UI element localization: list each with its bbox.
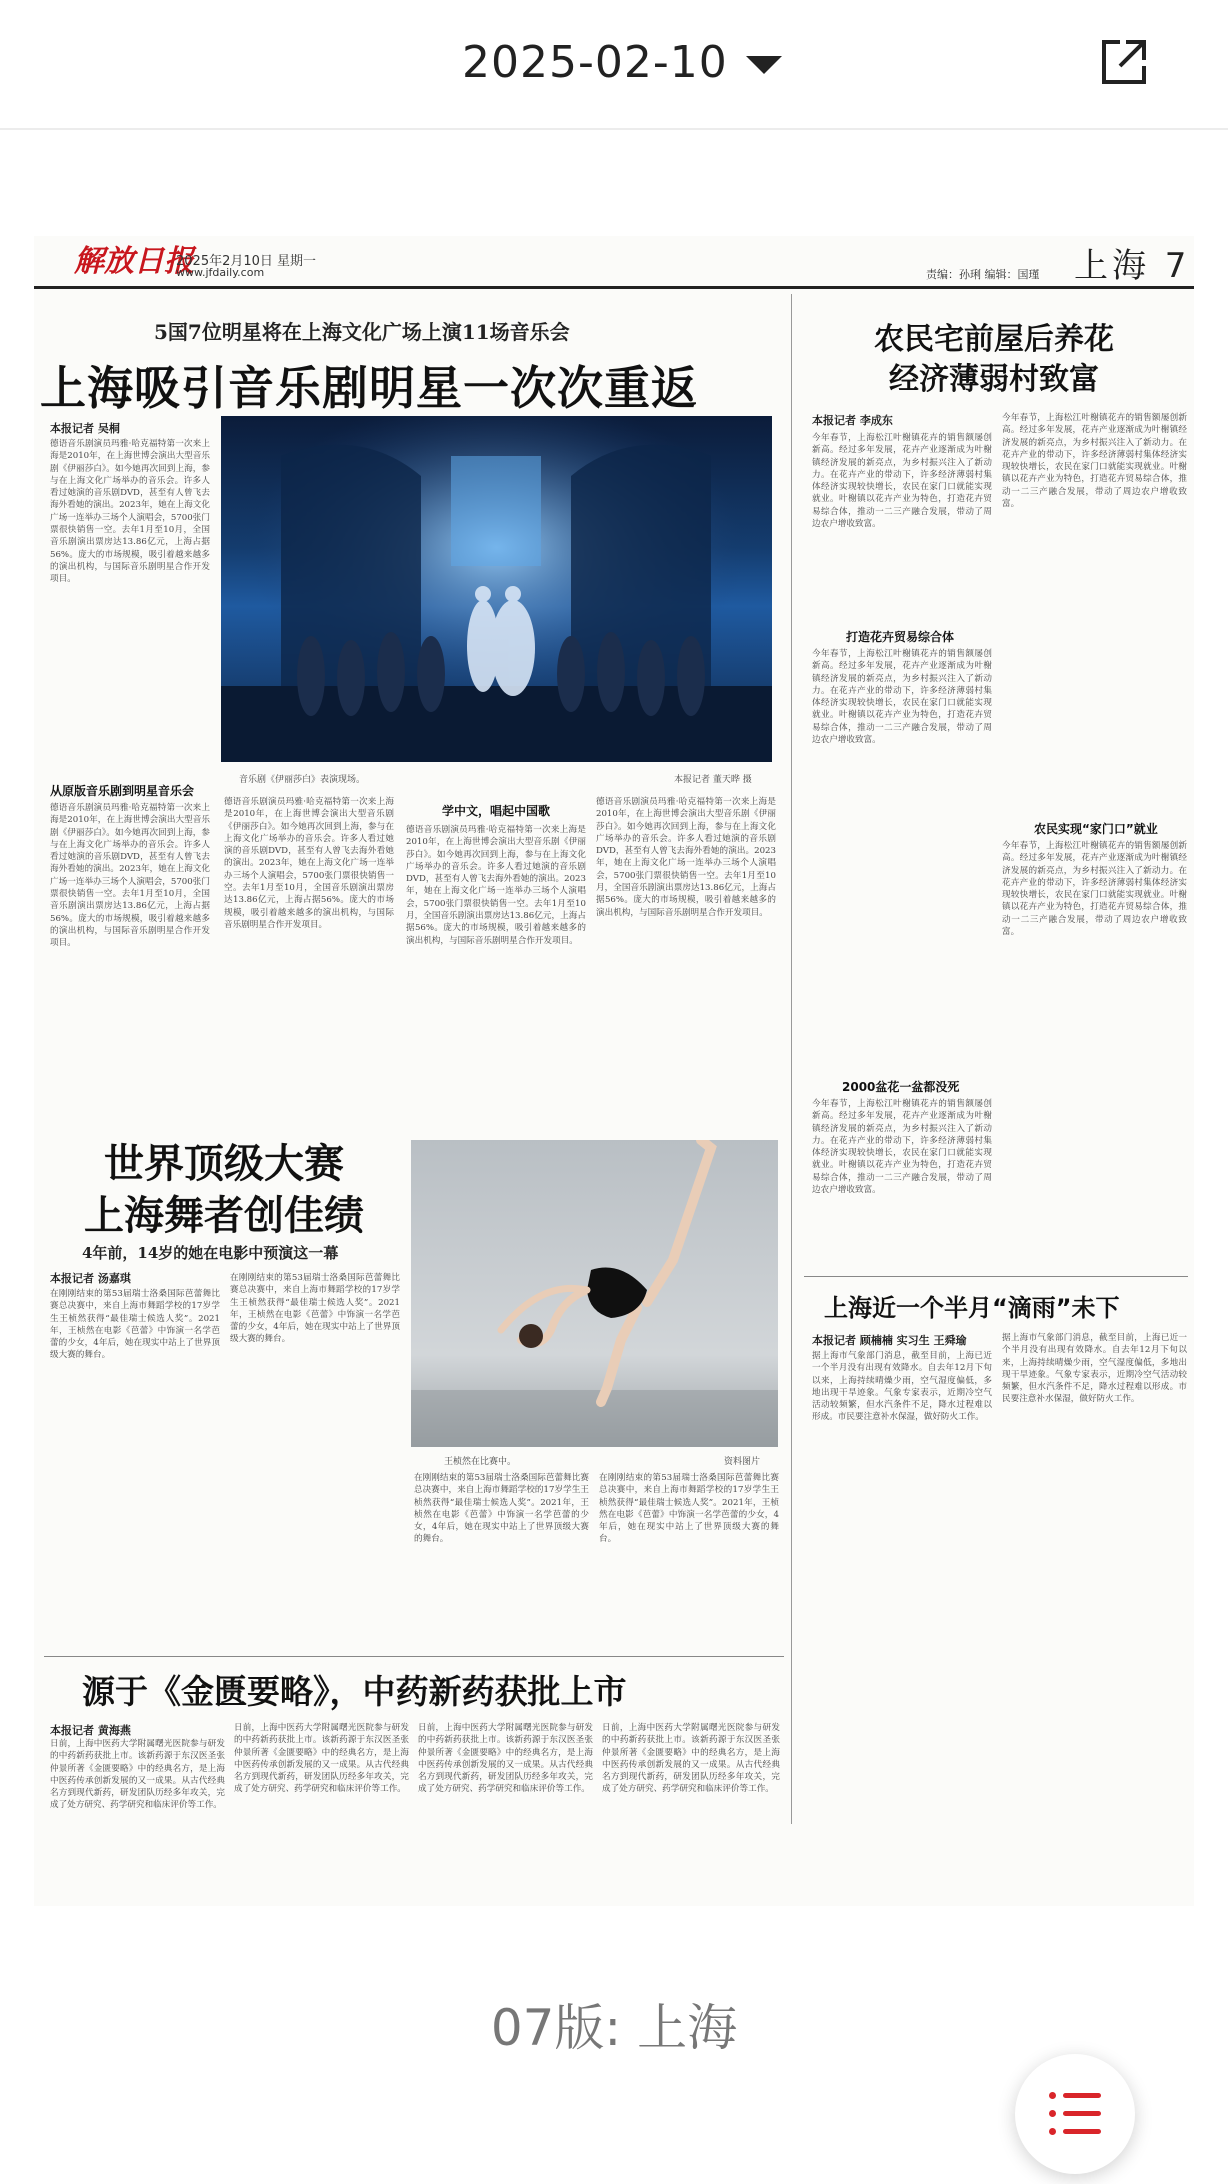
rural-subhead-2: 农民实现“家门口”就业	[1034, 822, 1158, 836]
tcm-headline: 源于《金匮要略》，中药新药获批上市	[82, 1672, 627, 1711]
chevron-down-icon	[746, 56, 782, 74]
date-selector[interactable]	[462, 30, 782, 94]
music-body-col4: 德语音乐剧演员玛雅·哈克福特第一次来上海是2010年，在上海世博会演出大型音乐剧《伊丽莎白》。如今她再次回到上海，参与在上海文化广场举办的音乐会。许多人看过她演的音乐剧DVD，甚至有人曾飞去海外看她的演出。2023年，她在上海文化广场一连举办三场个人演唱会，5700张门票很快销售一空。去年1月至10月，全国音乐剧演出票房达13.86亿元，上海占据56%。庞大的市场规模，吸引着越来越多的演出机构，与国际音乐剧明星合作开发项目。	[596, 797, 776, 918]
music-subhead-2: 学中文，唱起中国歌	[442, 804, 551, 818]
tcm-body-col4: 日前，上海中医药大学附属曙光医院参与研发的中药新药获批上市。该新药源于东汉医圣张仲景所著《金匮要略》中的经典名方，是上海中医药传承创新发展的又一成果。从古代经典名方到现代新药，研发团队历经多年攻关，完成了处方研究、药学研究和临床评价等工作。	[602, 1723, 780, 1795]
dance-photo-caption: 王桢然在比赛中。	[444, 1457, 517, 1467]
rural-body-col2: 今年春节，上海松江叶榭镇花卉的销售额屡创新高。经过多年发展，花卉产业逐渐成为叶榭镇经济发展的新亮点，为乡村振兴注入了新动力。在花卉产业的带动下，许多经济薄弱村集体经济实现较快增长，农民在家门口就能实现就业。叶榭镇以花卉产业为特色，打造花卉贸易综合体，推动一二三产融合发展，带动了周边农户增收致富。	[1002, 413, 1187, 510]
music-body-cont: 德语音乐剧演员玛雅·哈克福特第一次来上海是2010年，在上海世博会演出大型音乐剧《伊丽莎白》。如今她再次回到上海，参与在上海文化广场举办的音乐会。许多人看过她演的音乐剧DVD，甚至有人曾飞去海外看她的演出。2023年，她在上海文化广场一连举办三场个人演唱会，5700张门票很快销售一空。去年1月至10月，全国音乐剧演出票房达13.86亿元，上海占据56%。庞大的市场规模，吸引着越来越多的演出机构，与国际音乐剧明星合作开发项目。	[50, 803, 210, 949]
dance-body-col4: 在刚刚结束的第53届瑞士洛桑国际芭蕾舞比赛总决赛中，来自上海市舞蹈学校的17岁学生王桢然获得“最佳瑞士候选人奖”。2021年，王桢然在电影《芭蕾》中饰演一名学芭蕾的少女，4年后，她在现实中站上了世界顶级大赛的舞台。	[599, 1473, 779, 1545]
rural-headline-2: 经济薄弱村致富	[889, 362, 1099, 397]
edition-label: 07版: 上海	[490, 1999, 738, 2057]
dance-photo-credit: 资料图片	[724, 1457, 761, 1467]
rain-body-col2: 据上海市气象部门消息，截至目前，上海已近一个半月没有出现有效降水。自去年12月下旬以来，上海持续晴燥少雨，空气湿度偏低，多地出现干旱迹象。气象专家表示，近期冷空气活动较频繁，但水汽条件不足，降水过程难以形成。市民要注意补水保湿，做好防火工作。	[1002, 1333, 1187, 1405]
section-rule	[44, 1656, 784, 1657]
music-subhead-1: 从原版音乐剧到明星音乐会	[50, 784, 195, 798]
issue-date: 2025年2月10日 星期一	[176, 254, 317, 269]
dancer-photo	[411, 1140, 778, 1447]
newspaper-logo: 解放日报	[74, 244, 194, 279]
share-icon[interactable]	[1096, 34, 1152, 90]
music-body-col2: 德语音乐剧演员玛雅·哈克福特第一次来上海是2010年，在上海世博会演出大型音乐剧《伊丽莎白》。如今她再次回到上海，参与在上海文化广场举办的音乐会。许多人看过她演的音乐剧DVD，甚至有人曾飞去海外看她的演出。2023年，她在上海文化广场一连举办三场个人演唱会，5700张门票很快销售一空。去年1月至10月，全国音乐剧演出票房达13.86亿元，上海占据56%。庞大的市场规模，吸引着越来越多的演出机构，与国际音乐剧明星合作开发项目。	[224, 797, 394, 930]
newspaper-page[interactable]	[34, 236, 1194, 1906]
menu-button[interactable]	[1015, 2054, 1135, 2174]
dance-kicker: 4年前，14岁的她在电影中预演这一幕	[82, 1244, 339, 1262]
musical-stage-photo	[221, 416, 772, 762]
column-divider	[791, 294, 792, 1824]
rain-byline: 本报记者 顾楠楠 实习生 王舜瑜	[812, 1334, 967, 1347]
rural-byline: 本报记者 李成东	[812, 414, 893, 427]
tcm-body-col2: 日前，上海中医药大学附属曙光医院参与研发的中药新药获批上市。该新药源于东汉医圣张仲景所著《金匮要略》中的经典名方，是上海中医药传承创新发展的又一成果。从古代经典名方到现代新药，研发团队历经多年攻关，完成了处方研究、药学研究和临床评价等工作。	[234, 1723, 409, 1795]
dance-body-col2: 在刚刚结束的第53届瑞士洛桑国际芭蕾舞比赛总决赛中，来自上海市舞蹈学校的17岁学生王桢然获得“最佳瑞士候选人奖”。2021年，王桢然在电影《芭蕾》中饰演一名学芭蕾的少女，4年后，她在现实中站上了世界顶级大赛的舞台。	[230, 1273, 400, 1345]
music-byline: 本报记者 吴桐	[50, 422, 120, 435]
newspaper-url: www.jfdaily.com	[176, 266, 265, 279]
rural-body-col1c: 今年春节，上海松江叶榭镇花卉的销售额屡创新高。经过多年发展，花卉产业逐渐成为叶榭镇经济发展的新亮点，为乡村振兴注入了新动力。在花卉产业的带动下，许多经济薄弱村集体经济实现较快增长，农民在家门口就能实现就业。叶榭镇以花卉产业为特色，打造花卉贸易综合体，推动一二三产融合发展，带动了周边农户增收致富。	[812, 1099, 992, 1196]
music-kicker: 5国7位明星将在上海文化广场上演11场音乐会	[154, 320, 570, 344]
rural-body-col1b: 今年春节，上海松江叶榭镇花卉的销售额屡创新高。经过多年发展，花卉产业逐渐成为叶榭镇经济发展的新亮点，为乡村振兴注入了新动力。在花卉产业的带动下，许多经济薄弱村集体经济实现较快增长，农民在家门口就能实现就业。叶榭镇以花卉产业为特色，打造花卉贸易综合体，推动一二三产融合发展，带动了周边农户增收致富。	[812, 649, 992, 746]
rural-body: 今年春节，上海松江叶榭镇花卉的销售额屡创新高。经过多年发展，花卉产业逐渐成为叶榭镇经济发展的新亮点，为乡村振兴注入了新动力。在花卉产业的带动下，许多经济薄弱村集体经济实现较快增长，农民在家门口就能实现就业。叶榭镇以花卉产业为特色，打造花卉贸易综合体，推动一二三产融合发展，带动了周边农户增收致富。	[812, 433, 992, 530]
date-label: 2025-02-10	[462, 36, 728, 88]
music-photo-credit: 本报记者 董天晔 摄	[674, 775, 752, 785]
masthead	[34, 236, 1194, 289]
dance-headline-2: 上海舞者创佳绩	[84, 1192, 364, 1239]
music-body: 德语音乐剧演员玛雅·哈克福特第一次来上海是2010年，在上海世博会演出大型音乐剧《伊丽莎白》。如今她再次回到上海，参与在上海文化广场举办的音乐会。许多人看过她演的音乐剧DVD，甚至有人曾飞去海外看她的演出。2023年，她在上海文化广场一连举办三场个人演唱会，5700张门票很快销售一空。去年1月至10月，全国音乐剧演出票房达13.86亿元，上海占据56%。庞大的市场规模，吸引着越来越多的演出机构，与国际音乐剧明星合作开发项目。	[50, 439, 210, 585]
rain-rule	[804, 1276, 1188, 1277]
tcm-body-col3: 日前，上海中医药大学附属曙光医院参与研发的中药新药获批上市。该新药源于东汉医圣张仲景所著《金匮要略》中的经典名方，是上海中医药传承创新发展的又一成果。从古代经典名方到现代新药，研发团队历经多年攻关，完成了处方研究、药学研究和临床评价等工作。	[418, 1723, 593, 1795]
music-body-col3: 德语音乐剧演员玛雅·哈克福特第一次来上海是2010年，在上海世博会演出大型音乐剧《伊丽莎白》。如今她再次回到上海，参与在上海文化广场举办的音乐会。许多人看过她演的音乐剧DVD，甚至有人曾飞去海外看她的演出。2023年，她在上海文化广场一连举办三场个人演唱会，5700张门票很快销售一空。去年1月至10月，全国音乐剧演出票房达13.86亿元，上海占据56%。庞大的市场规模，吸引着越来越多的演出机构，与国际音乐剧明星合作开发项目。	[406, 825, 586, 946]
tcm-body: 日前，上海中医药大学附属曙光医院参与研发的中药新药获批上市。该新药源于东汉医圣张仲景所著《金匮要略》中的经典名方，是上海中医药传承创新发展的又一成果。从古代经典名方到现代新药，研发团队历经多年攻关，完成了处方研究、药学研究和临床评价等工作。	[50, 1739, 225, 1811]
section-title: 上海 7	[1074, 246, 1191, 286]
dance-headline-1: 世界顶级大赛	[104, 1140, 344, 1187]
rural-headline-1: 农民宅前屋后养花	[874, 322, 1114, 357]
rural-subhead-1: 打造花卉贸易综合体	[846, 630, 955, 644]
rural-body-col2b: 今年春节，上海松江叶榭镇花卉的销售额屡创新高。经过多年发展，花卉产业逐渐成为叶榭镇经济发展的新亮点，为乡村振兴注入了新动力。在花卉产业的带动下，许多经济薄弱村集体经济实现较快增长，农民在家门口就能实现就业。叶榭镇以花卉产业为特色，打造花卉贸易综合体，推动一二三产融合发展，带动了周边农户增收致富。	[1002, 841, 1187, 938]
dance-body: 在刚刚结束的第53届瑞士洛桑国际芭蕾舞比赛总决赛中，来自上海市舞蹈学校的17岁学生王桢然获得“最佳瑞士候选人奖”。2021年，王桢然在电影《芭蕾》中饰演一名学芭蕾的少女，4年后，她在现实中站上了世界顶级大赛的舞台。	[50, 1289, 220, 1361]
tcm-byline: 本报记者 黄海燕	[50, 1724, 131, 1737]
dance-byline: 本报记者 汤嘉琪	[50, 1272, 131, 1285]
editor-credits: 责编：孙琍 编辑：国瑾	[926, 268, 1040, 281]
music-photo-caption: 音乐剧《伊丽莎白》表演现场。	[239, 775, 366, 785]
music-headline: 上海吸引音乐剧明星一次次重返	[40, 361, 698, 415]
rain-headline: 上海近一个半月“滴雨”未下	[824, 1294, 1120, 1322]
rain-body: 据上海市气象部门消息，截至目前，上海已近一个半月没有出现有效降水。自去年12月下旬以来，上海持续晴燥少雨，空气湿度偏低，多地出现干旱迹象。气象专家表示，近期冷空气活动较频繁，但水汽条件不足，降水过程难以形成。市民要注意补水保湿，做好防火工作。	[812, 1351, 992, 1423]
dance-body-col3: 在刚刚结束的第53届瑞士洛桑国际芭蕾舞比赛总决赛中，来自上海市舞蹈学校的17岁学生王桢然获得“最佳瑞士候选人奖”。2021年，王桢然在电影《芭蕾》中饰演一名学芭蕾的少女，4年后，她在现实中站上了世界顶级大赛的舞台。	[414, 1473, 589, 1545]
top-bar	[0, 0, 1228, 130]
rural-subhead-3: 2000盆花一盆都没死	[842, 1080, 960, 1094]
